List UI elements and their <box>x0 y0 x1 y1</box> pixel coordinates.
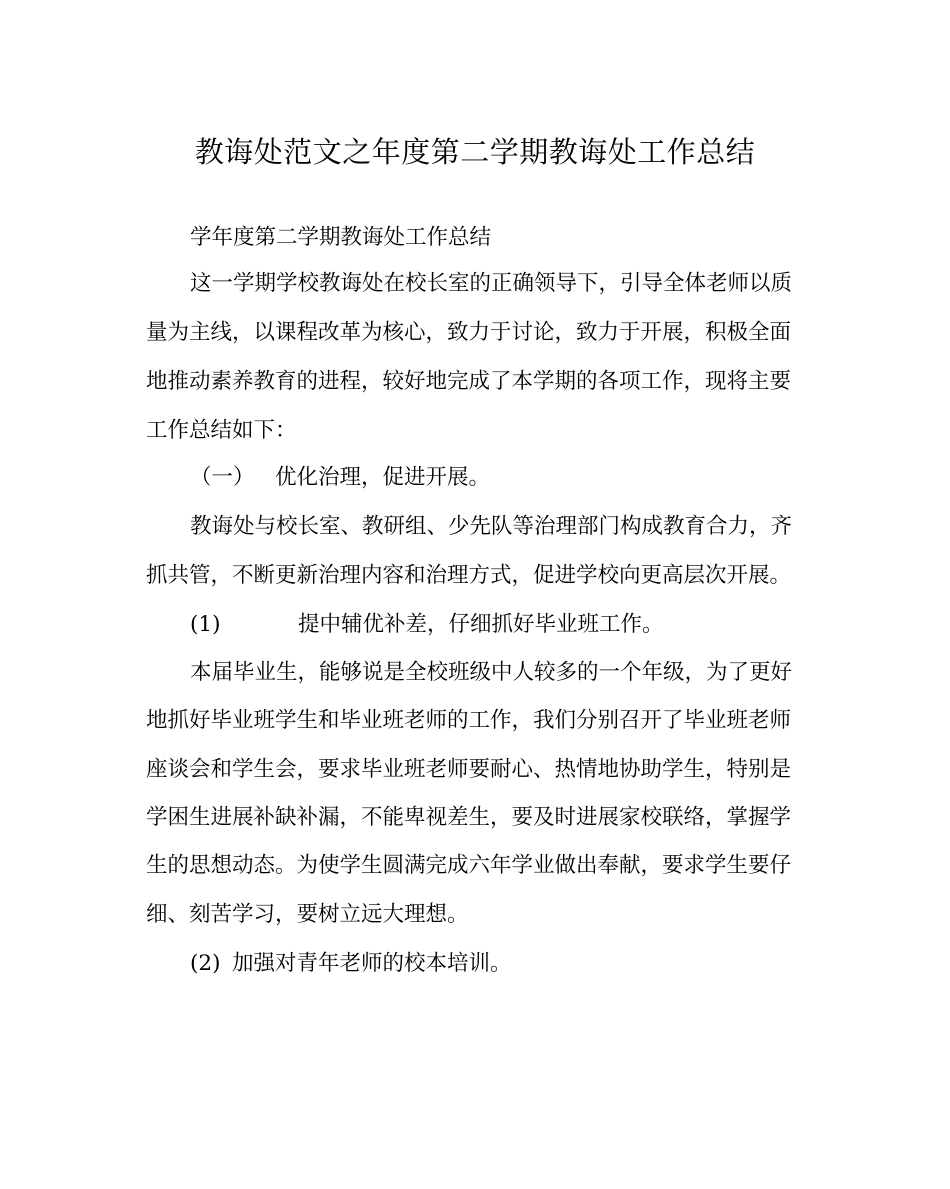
section-1-heading: 优化治理，促进开展。 <box>275 465 491 490</box>
para-2-line-1: 本届毕业生，能够说是全校班级中人较多的一个年级，为了更好 <box>190 660 793 685</box>
section-1-number: （一） <box>190 465 255 490</box>
item-1-text: 提中辅优补差，仔细抓好毕业班工作。 <box>298 612 664 637</box>
para-1-line-1: 教诲处与校长室、教研组、少先队等治理部门构成教育合力，齐 <box>190 514 793 539</box>
item-1-number: (1) <box>190 612 221 637</box>
para-2-line-2: 地抓好毕业班学生和毕业班老师的工作，我们分别召开了毕业班老师 <box>146 708 792 733</box>
item-2-text: 加强对青年老师的校本培训。 <box>232 951 512 976</box>
para-2-line-5: 生的思想动态。为使学生圆满完成六年学业做出奉献，要求学生要仔 <box>146 853 792 878</box>
para-1-line-2: 抓共管，不断更新治理内容和治理方式，促进学校向更高层次开展。 <box>146 563 792 588</box>
para-2-line-3: 座谈会和学生会，要求毕业班老师要耐心、热情地协助学生，特别是 <box>146 757 792 782</box>
intro-line-4: 工作总结如下： <box>146 418 297 443</box>
intro-line-2: 量为主线，以课程改革为核心，致力于讨论，致力于开展，积极全面 <box>146 320 792 345</box>
para-2-line-4: 学困生进展补缺补漏，不能卑视差生，要及时进展家校联络，掌握学 <box>146 805 792 830</box>
intro-line-1: 这一学期学校教诲处在校长室的正确领导下，引导全体老师以质 <box>190 271 793 296</box>
para-2-line-6: 细、刻苦学习，要树立远大理想。 <box>146 902 469 927</box>
document-title: 教诲处范文之年度第二学期教诲处工作总结 <box>194 135 756 169</box>
item-2-number: (2) <box>190 951 221 976</box>
intro-line-3: 地推动素养教育的进程，较好地完成了本学期的各项工作，现将主要 <box>146 369 792 394</box>
document-subtitle: 学年度第二学期教诲处工作总结 <box>190 225 492 250</box>
